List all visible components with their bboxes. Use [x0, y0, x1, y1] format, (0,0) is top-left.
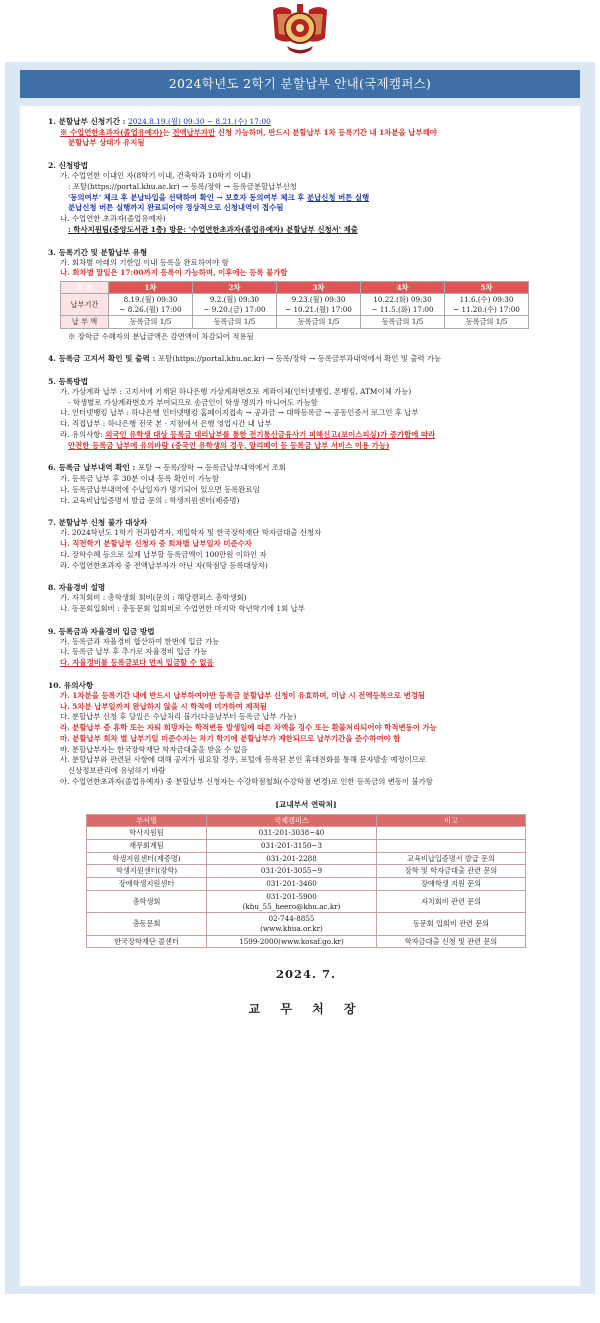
table-cell: [109, 294, 193, 316]
s5-ra-b: 외국인 유학생 대상 등록금 대리납부를 통한 전기통신금융사기 피해신고(보이스피싱)가 증가함에 따라: [105, 429, 436, 439]
issuer-signature: 교 무 처 장: [248, 1002, 364, 1017]
header-cell: 비고: [377, 814, 526, 827]
cell-line: ~ 11.20.(수) 17:00: [453, 304, 520, 314]
table-cell: [277, 294, 361, 316]
table-cell: [445, 294, 529, 316]
dept-cell: 총동문회: [87, 913, 207, 935]
header-cell: 국제캠퍼스: [207, 814, 377, 827]
s7-da: 다. 장학수혜 등으로 실제 납부할 등록금액이 100만원 이하인 자: [60, 549, 267, 559]
table-row: [87, 827, 526, 840]
s5-ra-a: 라. 유의사항:: [60, 429, 106, 439]
s2-na: 나. 수업연한 초과자(졸업유예자): [60, 214, 166, 224]
section-5: [48, 376, 564, 451]
dept-cell: 학사지원팀: [87, 827, 207, 840]
note-cell: [377, 827, 526, 840]
cell-line: (www.khua.or.kr): [260, 924, 323, 934]
s10-ma: 마. 분할납부 회차 별 납부기일 미준수자는 차기 학기에 분할납부가 제한되므로 납부기간을 준수하여야 함: [60, 733, 401, 743]
s5-ga: 가. 가상계좌 납부 : 고지서에 기재된 하나은행 가상계좌번호로 계좌이체(인터넷뱅킹, 폰뱅킹, ATM이체 가능): [60, 386, 412, 396]
dept-cell: 한국장학재단 콜센터: [87, 935, 207, 948]
table-cell: [361, 294, 445, 316]
section-10-heading: 10. 유의사항: [48, 680, 94, 690]
cell-line: ~ 8.26.(월) 17:00: [119, 304, 182, 314]
note-cell: 교육비납입증명서 발급 문의: [377, 852, 526, 865]
section-1-heading: 1. 분할납부 신청기간 :: [48, 117, 128, 126]
row-label: 납부기간: [61, 294, 109, 316]
cell-line: 9.23.(월) 09:30: [291, 295, 346, 305]
s9-ga: 가. 등록금과 자율경비 합산하여 한번에 입금 가능: [60, 636, 220, 646]
table-row: [87, 852, 526, 865]
note-cell: 자치회비 관련 문의: [377, 890, 526, 912]
s6-na: 나. 등록금납부내역에 수납일자가 명기되어 있으면 등록완료임: [60, 484, 260, 494]
s10-ga: 가. 1차분을 등록기간 내에 반드시 납부하여야만 등록금 분할납부 신청이 유효하며, 미납 시 전액등록으로 변경됨: [60, 690, 426, 700]
header-cell: 5차: [445, 282, 529, 294]
section-3: [48, 247, 564, 343]
s10-sa1: 신상정보관리에 유념하기 바람: [68, 766, 166, 776]
s9-na: 나. 등록금 납부 후 추가로 자율경비 입금 가능: [60, 647, 208, 657]
table-row: [61, 294, 529, 316]
row-label: 납 부 액: [61, 316, 109, 328]
s5-na: 나. 인터넷뱅킹 납부 : 하나은행 인터넷뱅킹 홈페이지접속 → 공과금 → 대학등록금 → 공동인증서 로그인 후 납부: [60, 408, 419, 418]
phone-cell: 031-201-3038~40: [207, 827, 377, 840]
cell-line: 02-744-8855: [268, 914, 315, 924]
s3-na: 나. 회차별 말일은 17:00까지 등록이 가능하며, 이후에는 등록 불가함: [60, 268, 288, 278]
phone-cell: [207, 890, 377, 912]
header-cell: 4차: [361, 282, 445, 294]
s5-ra-c: 안전한 등록금 납부에 유의바람 (중국인 유학생의 경우, 알리페이 등 등록금 납부 서비스 이용 가능): [68, 440, 390, 450]
note-cell: 장애학생 지원 문의: [377, 878, 526, 891]
warn-part-e: 분할납부 상태가 유지됨: [68, 138, 145, 148]
cell-line: ~ 10.21.(월) 17:00: [285, 304, 352, 314]
section-8-heading: 8. 자율경비 설명: [48, 583, 106, 593]
note-cell: 학자금대출 신청 및 관련 문의: [377, 935, 526, 948]
phone-cell: 1599-2000(www.kosaf.go.kr): [207, 935, 377, 948]
table-row: [61, 282, 529, 294]
s8-na: 나. 동문회입회비 : 총동문회 입회비로 수업연한 마지막 학년학기에 1회 납부: [60, 604, 305, 613]
section-6-heading: 6. 등록금 납부내역 확인 :: [48, 463, 138, 473]
table-cell: 등록금의 1/5: [361, 316, 445, 328]
cell-line: 10.22.(화) 09:30: [373, 295, 432, 305]
note-cell: 장학 및 학자금대출 관련 문의: [377, 865, 526, 878]
table-row: [87, 913, 526, 935]
emblem-area: [0, 0, 600, 62]
table-row: [87, 935, 526, 948]
cell-line: 031-201-5900: [266, 891, 317, 901]
table-row: [87, 890, 526, 912]
section-4: [48, 353, 564, 365]
s9-da: 다. 자율경비를 등록금보다 먼저 입금할 수 없음: [60, 658, 214, 668]
s6-body: 포탈 → 등록/장학 → 등록금납부내역에서 조회: [137, 463, 286, 473]
s10-ba: 바. 분할납부자는 한국장학재단 학자금대출을 받을 수 없음: [60, 744, 248, 754]
university-emblem-icon: [269, 0, 331, 58]
s10-na: 나. 5차분 납부일까지 완납하지 않을 시 학적에 미가하여 제적됨: [60, 701, 267, 711]
s2-ga2b: 분납신청 버튼 실행: [306, 192, 370, 202]
table-cell: 등록금의 1/5: [277, 316, 361, 328]
section-5-heading: 5. 등록방법: [48, 376, 88, 386]
table-cell: 등록금의 1/5: [193, 316, 277, 328]
dept-cell: 총학생회: [87, 890, 207, 912]
warn-part-d: 신청 가능하며, 반드시 분할납부 1차 등록기간 내 1차분을 납부해야: [215, 127, 437, 137]
phone-cell: 031-201-3460: [207, 878, 377, 891]
section-7: [48, 517, 564, 571]
application-period: 2024.8.19.(월) 09:30 ~ 8.21.(수) 17:00: [128, 117, 271, 126]
s6-da: 다. 교육비납입증명서 발급 문의 : 학생지원센터(제증명): [60, 495, 240, 505]
contacts-table: [86, 814, 526, 949]
header-cell: 3차: [277, 282, 361, 294]
header-cell: 부서명: [87, 814, 207, 827]
cell-line: 11.6.(수) 09:30: [459, 295, 514, 305]
s10-ra: 라. 분할납부 중 휴학 또는 자퇴 희망자는 학적변동 발생일에 따른 차액을 징수 또는 환불처리되어야 학적변동이 가능: [60, 723, 437, 733]
section-3-heading: 3. 등록기간 및 분할납부 유형: [48, 247, 148, 257]
s7-ga: 가. 2024학년도 1학기 전과합격자, 재입학자 및 한국장학재단 학자금대출 신청자: [60, 528, 322, 538]
section-7-heading: 7. 분할납부 신청 불가 대상자: [48, 518, 148, 528]
s10-sa: 사. 분할납부와 관련된 사항에 대해 공지가 필요할 경우, 포털에 등록된 본인 휴대전화를 통해 문자발송 예정이므로: [60, 755, 427, 765]
section-4-heading: 4. 등록금 고지서 확인 및 출력 :: [48, 354, 158, 364]
section-1: [48, 116, 564, 149]
section-2: [48, 160, 564, 235]
section-10: [48, 680, 564, 788]
s3-note: ※ 장학금 수혜자의 분납금액은 감면액이 차감되어 적용됨: [68, 331, 254, 341]
s7-ra: 라. 수업연한초과자 중 전액납부자가 아닌 자(학점당 등록대상자): [60, 560, 268, 570]
s4-body: 포탈(https://portal.khu.ac.kr) → 등록/장학 → 등록금부과내역에서 확인 및 출력 가능: [157, 354, 442, 364]
cell-line: ~ 9.20.(금) 17:00: [203, 304, 266, 314]
s8-ga: 가. 자치회비 : 총학생회 회비(문의 : 해당캠퍼스 총학생회): [60, 593, 247, 603]
s5-da: 다. 직접납부 : 하나은행 전국 본 · 지점에서 은행 영업시간 내 납부: [60, 419, 272, 429]
dept-cell: 학생지원센터(장학): [87, 865, 207, 878]
section-2-heading: 2. 신청방법: [48, 161, 88, 171]
s2-na1: : 학사지원팀(중앙도서관 1층) 방문: '수업연한초과자(졸업유예자) 분할납부 신청서' 제출: [68, 224, 358, 234]
s2-ga3: 분납신청 버튼 실행까지 완료되어야 정상적으로 신청내역이 접수됨: [68, 203, 284, 213]
s3-ga: 가. 회차별 아래의 기한일 이내 등록을 완료하여야 함: [60, 257, 229, 267]
note-cell: 동문회 입회비 관련 문의: [377, 913, 526, 935]
warn-part-a: ※ 수업연한초과자(졸업유예자): [60, 127, 163, 137]
warn-part-c: 전액납부자만: [172, 127, 216, 137]
table-row: [87, 865, 526, 878]
table-row: [87, 839, 526, 852]
s2-ga1: : 포탈(https://portal.khu.ac.kr) → 등록/장학 → 등록금분할납부신청: [68, 181, 297, 191]
section-9: [48, 626, 564, 669]
dept-cell: 장애학생지원센터: [87, 878, 207, 891]
dept-cell: 재무회계팀: [87, 839, 207, 852]
s2-ga2a: '동의여부' 체크 후 분납타입을 선택하여 확인 → 보호자 동의여부 체크 후: [68, 192, 307, 202]
cell-line: 8.19.(월) 09:30: [123, 295, 178, 305]
section-8: [48, 582, 564, 614]
s6-ga: 가. 등록금 납부 후 30분 이내 등록 확인이 가능함: [60, 474, 220, 484]
phone-cell: 031-201-2288: [207, 852, 377, 865]
note-cell: [377, 839, 526, 852]
schedule-table: [60, 281, 529, 328]
s10-a: 아. 수업연한초과자(졸업유예자) 중 분할납부 신청자는 수강학점철회(수강학점 변경)로 인한 등록금의 변동이 불가함: [60, 776, 433, 786]
header-cell: 2차: [193, 282, 277, 294]
s2-ga: 가. 수업연한 이내인 자(8학기 이내, 건축학과 10학기 이내): [60, 171, 251, 181]
phone-cell: 031-201-3055~9: [207, 865, 377, 878]
s7-na: 나. 직전학기 분할납부 신청자 중 회차별 납부일자 미준수자: [60, 539, 252, 549]
table-row: [87, 814, 526, 827]
notice-body: [20, 106, 580, 1286]
header-cell: 1차: [109, 282, 193, 294]
phone-cell: [207, 913, 377, 935]
s5-ga1: - 학생별로 가상계좌번호가 부여되므로 송금인이 학생 명의가 아니어도 가능함: [68, 397, 318, 407]
table-row: [61, 316, 529, 328]
cell-line: 9.2.(월) 09:30: [209, 295, 260, 305]
table-cell: [193, 294, 277, 316]
header-cell: 회 차: [61, 282, 109, 294]
issue-date: 2024. 7.: [275, 967, 337, 982]
notice-panel: [5, 62, 595, 1294]
page-title: 2024학년도 2학기 분할납부 안내(국제캠퍼스): [20, 70, 580, 98]
table-cell: 등록금의 1/5: [109, 316, 193, 328]
dept-cell: 학생지원센터(제증명): [87, 852, 207, 865]
section-6: [48, 462, 564, 506]
cell-line: (khu_55_heero@khu.ac.kr): [242, 901, 341, 911]
table-row: [87, 878, 526, 891]
contacts-title: [교내부서 연락처]: [275, 799, 337, 809]
phone-cell: 031-201-3150~3: [207, 839, 377, 852]
table-cell: 등록금의 1/5: [445, 316, 529, 328]
cell-line: ~ 11.5.(화) 17:00: [371, 304, 434, 314]
s10-da: 다. 분할납부 신청 후 당일은 수납처리 불가(다음날부터 등록금 납부 가능): [60, 712, 297, 722]
section-9-heading: 9. 등록금과 자율경비 입금 방법: [48, 626, 155, 636]
warn-part-b: 는: [162, 127, 173, 137]
